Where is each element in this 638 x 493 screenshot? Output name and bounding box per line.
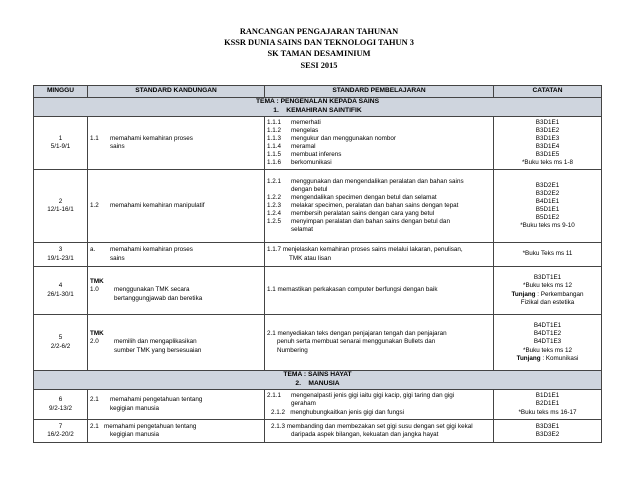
- week-cell: [34, 390, 88, 420]
- sp-text-cont: Numbering: [277, 346, 308, 354]
- week-dates: 2/2-6/2: [50, 342, 71, 350]
- sp-text: membuat inferens: [291, 151, 342, 159]
- week-dates: 26/1-30/1: [47, 290, 74, 298]
- sp-text: mengenalpasti jenis gigi iaitu gigi kacip, gigi taring dan gigi: [291, 392, 455, 400]
- standard-pembelajaran-cell: [265, 420, 494, 443]
- sp-number: 1.1.3: [267, 134, 282, 142]
- tunjang-value: : Komunikasi: [540, 354, 579, 362]
- note-code: B3D1E5: [535, 151, 560, 159]
- week-dates: 16/2-20/2: [47, 431, 74, 438]
- week-cell: [34, 170, 88, 243]
- week-cell: [34, 315, 88, 371]
- lesson-plan-table: [33, 85, 602, 443]
- sk-text: memahami kemahiran manipulatif: [110, 201, 205, 209]
- note-code: B3D1E1: [535, 118, 560, 126]
- standard-kandungan-cell: [88, 117, 265, 170]
- note-textbook: *Buku teks ms 1-8: [521, 159, 574, 167]
- catatan-cell: [494, 243, 602, 267]
- week-dates: 5/1-9/1: [50, 143, 71, 150]
- standard-pembelajaran-cell: [265, 117, 494, 170]
- week-number: 4: [58, 282, 63, 290]
- week-number: 3: [58, 246, 63, 254]
- catatan-cell: [494, 267, 602, 315]
- sp-text-cont: daripada aspek bilangan, kekuatan dan jangka hayat: [291, 431, 439, 438]
- sp-text: 2.1.2 menghubungkaitkan jenis gigi dan fungsi: [271, 408, 405, 416]
- theme-title: TEMA : PENGENALAN KEPADA SAINS: [255, 98, 380, 106]
- sk-number: 2.1: [90, 422, 99, 430]
- sk-text-cont: sains: [110, 143, 125, 150]
- column-header-standard-pembelajaran: STANDARD PEMBELAJARAN: [265, 86, 494, 98]
- sp-text: memerhati: [291, 118, 321, 126]
- standard-kandungan-cell: [88, 267, 265, 315]
- sp-text-cont: TMK atau lisan: [289, 254, 331, 262]
- sp-number: 1.1.5: [267, 151, 282, 159]
- sp-text-cont: dengan betul: [291, 185, 328, 193]
- sk-number: 2.1: [90, 396, 99, 404]
- note-textbook: *Buku Teks ms 11: [522, 250, 573, 258]
- note-textbook: *Buku teks ms 16-17: [518, 408, 577, 416]
- sk-number: 1.2: [90, 201, 99, 209]
- week-number: 6: [58, 396, 63, 404]
- standard-pembelajaran-cell: [265, 267, 494, 315]
- sp-number: 1.1.1: [267, 118, 282, 126]
- table-row: [34, 170, 602, 243]
- sp-text: 1.1.7 menjelaskan kemahiran proses sains melalui lakaran, penulisan,: [267, 246, 463, 254]
- note-textbook: *Buku teks ms 9-10: [520, 222, 575, 230]
- sp-text: melakar specimen, peralatan dan bahan sains dengan tepat: [291, 201, 459, 209]
- theme-subtitle: 1. KEMAHIRAN SAINTIFIK: [273, 107, 362, 114]
- note-code: B3D3E1: [535, 422, 560, 430]
- note-code: B3D3E2: [535, 431, 560, 438]
- column-header-minggu: MINGGU: [34, 86, 88, 98]
- sk-title: TMK: [90, 330, 104, 338]
- table-row: [34, 390, 602, 420]
- week-number: 1: [58, 134, 63, 142]
- note-code: B3D2E1: [535, 181, 560, 189]
- sp-number: 1.2.1: [267, 177, 282, 185]
- sk-text: menggunakan TMK secara: [114, 286, 190, 294]
- standard-pembelajaran-cell: [265, 243, 494, 267]
- tunjang-value: : Perkembangan: [535, 290, 584, 298]
- week-dates: 12/1-16/1: [47, 206, 74, 213]
- catatan-cell: [494, 315, 602, 371]
- week-dates: 19/1-23/1: [47, 254, 74, 262]
- note-textbook: *Buku teks ms 12: [523, 346, 572, 354]
- theme-row: [34, 371, 602, 390]
- sk-text: memahami pengetahuan tentang: [110, 396, 203, 404]
- sk-number: 1.0: [90, 286, 99, 294]
- note-code: B3D1E3: [535, 134, 560, 142]
- standard-kandungan-cell: [88, 243, 265, 267]
- week-cell: [34, 117, 88, 170]
- note-code: B3D1E2: [535, 126, 560, 134]
- sk-text-cont: bertanggungjawab dan beretika: [114, 294, 203, 302]
- sp-text: membersih peralatan sains dengan cara yang betul: [291, 210, 435, 218]
- note-code: B4DT1E2: [533, 330, 562, 338]
- note-tunjang-cont: Fizikal dan estetika: [520, 298, 575, 306]
- standard-pembelajaran-cell: [265, 390, 494, 420]
- note-code: B3DT1E1: [533, 274, 562, 282]
- catatan-cell: [494, 390, 602, 420]
- tunjang-label: Tunjang: [516, 354, 541, 362]
- sp-number: 1.2.5: [267, 218, 282, 226]
- sp-number: 1.1.2: [267, 126, 282, 134]
- sp-text-cont: selamat: [291, 226, 314, 234]
- standard-kandungan-cell: [88, 390, 265, 420]
- week-number: 5: [58, 334, 63, 342]
- week-cell: [34, 243, 88, 267]
- sk-number: a.: [90, 246, 96, 254]
- note-code: B3D1E4: [535, 143, 560, 150]
- theme-title: TEMA : SAINS HAYAT: [283, 371, 352, 379]
- sp-text: berkomunikasi: [291, 159, 332, 167]
- document-title: RANCANGAN PENGAJARAN TAHUNAN: [239, 27, 399, 36]
- sp-number: 1.2.3: [267, 201, 282, 209]
- theme-row: [34, 98, 602, 117]
- week-cell: [34, 420, 88, 443]
- sp-text: mengukur dan menggunakan nombor: [291, 134, 397, 142]
- catatan-cell: [494, 420, 602, 443]
- column-header-standard-kandungan: STANDARD KANDUNGAN: [88, 86, 265, 98]
- sk-text: memahami pengetahuan tentang: [104, 422, 197, 430]
- sp-number: 1.2.2: [267, 193, 282, 201]
- note-tunjang: [496, 355, 599, 363]
- school-name: SK TAMAN DESAMINIUM: [267, 49, 371, 58]
- sk-text-cont: sains: [110, 254, 125, 262]
- note-code: B1D1E1: [535, 392, 560, 400]
- standard-kandungan-cell: [88, 170, 265, 243]
- sp-text-cont: penuh serta membuat senarai menggunakan Bullets dan: [277, 338, 436, 346]
- tunjang-label: Tunjang: [511, 290, 536, 298]
- sk-text-cont: sumber TMK yang bersesuaian: [114, 346, 202, 354]
- week-number: 2: [58, 197, 63, 205]
- catatan-cell: [494, 170, 602, 243]
- sk-text: memilih dan mengaplikasikan: [114, 338, 197, 346]
- week-number: 7: [58, 422, 63, 430]
- sp-text: mengelas: [291, 126, 319, 134]
- note-code: B5D1E2: [535, 214, 560, 222]
- sk-number: 1.1: [90, 134, 99, 142]
- sp-text: 2.1 menyediakan teks dengan penjajaran tengah dan penjajaran: [267, 330, 447, 338]
- table-row: [34, 420, 602, 443]
- table-row: [34, 117, 602, 170]
- note-tunjang: [496, 291, 599, 299]
- theme-subtitle: 2. MANUSIA: [295, 380, 340, 387]
- note-code: B4DT1E3: [533, 338, 562, 346]
- week-dates: 9/2-13/2: [48, 404, 73, 412]
- note-textbook: *Buku teks ms 12: [523, 282, 572, 290]
- note-code: B5D1E1: [535, 206, 560, 213]
- sk-title: TMK: [90, 278, 104, 286]
- sp-text: mengendalikan specimen dengan betul dan selamat: [291, 193, 437, 201]
- column-header-catatan: CATATAN: [494, 86, 602, 98]
- sk-text-cont: kegigian manusia: [110, 404, 160, 412]
- catatan-cell: [494, 117, 602, 170]
- sk-text: memahami kemahiran proses: [110, 134, 193, 142]
- note-code: B2D1E1: [535, 400, 560, 408]
- sp-text: 2.1.3 membanding dan membezakan set gigi susu dengan set gigi kekal: [271, 422, 473, 430]
- table-header-row: [34, 86, 602, 98]
- table-row: [34, 315, 602, 371]
- standard-kandungan-cell: [88, 420, 265, 443]
- standard-kandungan-cell: [88, 315, 265, 371]
- sp-number: 1.2.4: [267, 210, 282, 218]
- session-label: SESI 2015: [300, 61, 338, 70]
- sp-number: 1.1.4: [267, 143, 282, 150]
- sp-text: menyimpan peralatan dan bahan sains dengan betul dan: [291, 218, 450, 226]
- document-subtitle: KSSR DUNIA SAINS DAN TEKNOLOGI TAHUN 3: [224, 38, 414, 47]
- sp-text: 1.1 memastikan perkakasan computer berfungsi dengan baik: [267, 286, 438, 294]
- standard-pembelajaran-cell: [265, 315, 494, 371]
- table-row: [34, 267, 602, 315]
- sp-text-cont: geraham: [291, 400, 316, 408]
- sk-text-cont: kegigian manusia: [110, 431, 160, 438]
- sk-text: memahami kemahiran proses: [110, 246, 193, 254]
- week-cell: [34, 267, 88, 315]
- note-code: B4DT1E1: [533, 322, 562, 330]
- table-row: [34, 243, 602, 267]
- sp-number: 2.1.1: [267, 392, 282, 400]
- sp-number: 1.1.6: [267, 159, 282, 167]
- note-code: B4D1E1: [535, 197, 560, 205]
- standard-pembelajaran-cell: [265, 170, 494, 243]
- note-code: B3D2E2: [535, 189, 560, 197]
- sp-text: menggunakan dan mengendalikan peralatan dan bahan sains: [291, 177, 464, 185]
- sp-text: meramal: [291, 143, 316, 150]
- sk-number: 2.0: [90, 338, 99, 346]
